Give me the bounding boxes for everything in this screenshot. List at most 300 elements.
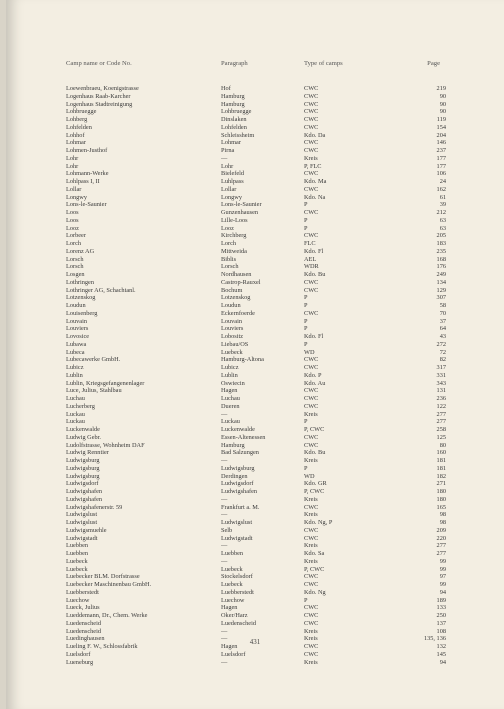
- camp-name-cell: Luedinghausen: [66, 635, 105, 643]
- paragraph-cell: Luckau: [221, 418, 240, 426]
- list-item: [66, 256, 446, 264]
- camp-type-cell: CWC: [304, 503, 319, 511]
- paragraph-cell: Longwy: [221, 193, 242, 201]
- paragraph-cell: Louvain: [221, 317, 242, 325]
- list-item: [66, 504, 446, 512]
- camp-list: [66, 85, 446, 666]
- list-item: [66, 465, 446, 473]
- page-ref-cell: 72: [439, 348, 446, 356]
- paragraph-cell: Hamburg: [221, 441, 245, 449]
- paragraph-cell: Schleissheim: [221, 131, 255, 139]
- list-item: [66, 558, 446, 566]
- page-ref-cell: 94: [439, 658, 446, 666]
- list-item: [66, 566, 446, 574]
- paragraph-cell: —: [221, 658, 228, 666]
- camp-type-cell: CWC: [304, 108, 319, 116]
- list-item: [66, 434, 446, 442]
- page-ref-cell: 99: [439, 557, 446, 565]
- page-ref-cell: 182: [436, 472, 446, 480]
- list-item: [66, 124, 446, 132]
- camp-name-cell: Luechow: [66, 596, 90, 604]
- camp-name-cell: Lubeca: [66, 348, 85, 356]
- page-ref-cell: 212: [436, 209, 446, 216]
- camp-type-cell: CWC: [304, 643, 319, 650]
- camp-type-cell: CWC: [304, 286, 319, 294]
- page-ref-cell: 99: [439, 565, 446, 573]
- paragraph-cell: Louviers: [221, 325, 244, 333]
- paragraph-cell: Ludwigstadt: [221, 534, 253, 542]
- paragraph-cell: Lubicz: [221, 364, 239, 371]
- page-ref-cell: 129: [436, 286, 446, 294]
- page-ref-cell: 204: [436, 131, 446, 139]
- camp-name-cell: Lohlpass I, II: [66, 178, 100, 185]
- paragraph-cell: —: [221, 410, 228, 418]
- camp-name-cell: Luedenscheid: [66, 619, 101, 627]
- paragraph-cell: Hagen: [221, 387, 238, 395]
- paragraph-cell: Lotzenskog: [221, 294, 251, 302]
- page-ref-cell: 168: [436, 255, 446, 263]
- page-ref-cell: 122: [436, 402, 446, 410]
- camp-name-cell: Luckenwalde: [66, 426, 100, 433]
- page-ref-cell: 271: [436, 480, 446, 488]
- page-ref-cell: 331: [436, 371, 446, 379]
- paragraph-cell: Hamburg: [221, 92, 245, 100]
- paragraph-cell: Hamburg-Altona: [221, 356, 264, 364]
- camp-type-cell: CWC: [304, 356, 319, 364]
- camp-name-cell: Luebben: [66, 550, 89, 557]
- list-item: [66, 449, 446, 457]
- camp-name-cell: Lohhof: [66, 131, 85, 139]
- paragraph-cell: —: [221, 557, 228, 565]
- list-item: [66, 651, 446, 659]
- camp-name-cell: Lorsch: [66, 263, 84, 271]
- paragraph-cell: —: [221, 154, 228, 162]
- list-item: [66, 147, 446, 155]
- paragraph-cell: Oswiecin: [221, 379, 245, 387]
- paragraph-cell: Luckenwalde: [221, 426, 255, 433]
- paragraph-cell: Ludwigslust: [221, 519, 253, 526]
- page-ref-cell: 205: [436, 232, 446, 240]
- page-ref-cell: 180: [436, 488, 446, 495]
- camp-type-cell: Kdo. Ng, P: [304, 519, 333, 526]
- page-ref-cell: 160: [436, 449, 446, 457]
- camp-type-cell: CWC: [304, 441, 319, 449]
- camp-type-cell: P: [304, 294, 308, 302]
- paragraph-cell: Luebeck: [221, 581, 243, 588]
- paragraph-cell: —: [221, 495, 228, 503]
- list-item: [66, 349, 446, 357]
- camp-name-cell: Ludwigsburg: [66, 464, 100, 472]
- list-item: [66, 294, 446, 302]
- camp-name-cell: Longwy: [66, 193, 87, 201]
- camp-name-cell: Ludwigstadt: [66, 534, 98, 542]
- camp-name-cell: Lublin, Kriegsgefangenenlager: [66, 379, 145, 387]
- camp-type-cell: P: [304, 596, 308, 604]
- camp-name-cell: Logenhaus Raab-Karcher: [66, 92, 131, 100]
- page-ref-cell: 70: [439, 309, 446, 317]
- page-ref-cell: 189: [436, 596, 446, 604]
- camp-type-cell: Kdo. Bu: [304, 449, 326, 457]
- list-item: [66, 333, 446, 341]
- paragraph-cell: Derdingen: [221, 472, 248, 480]
- camp-name-cell: Lothringer AG, Schachtanl.: [66, 286, 136, 294]
- page-ref-cell: 134: [436, 278, 446, 286]
- paragraph-cell: Eckernfoerde: [221, 309, 255, 317]
- page-ref-cell: 63: [439, 216, 446, 224]
- header-page: Page: [427, 60, 440, 67]
- list-item: [66, 85, 446, 93]
- paragraph-cell: Liebau/OS: [221, 340, 249, 348]
- camp-type-cell: WD: [304, 472, 315, 480]
- paragraph-cell: Hamburg: [221, 100, 245, 108]
- page-ref-cell: 39: [439, 201, 446, 209]
- list-item: [66, 139, 446, 147]
- list-item: [66, 194, 446, 202]
- camp-name-cell: Lohfelden: [66, 123, 92, 131]
- page-ref-cell: 343: [436, 379, 446, 387]
- page-ref-cell: 99: [439, 581, 446, 588]
- camp-type-cell: Kdo. Da: [304, 131, 326, 139]
- page-ref-cell: 176: [436, 263, 446, 271]
- page-ref-cell: 58: [439, 302, 446, 309]
- camp-name-cell: Ludwigsmuehle: [66, 526, 107, 534]
- camp-type-cell: CWC: [304, 612, 319, 619]
- list-item: [66, 411, 446, 419]
- camp-type-cell: Kreis: [304, 154, 318, 162]
- paragraph-cell: Hagen: [221, 604, 238, 612]
- page-ref-cell: 145: [436, 650, 446, 658]
- page-ref-cell: 24: [439, 178, 446, 185]
- paragraph-cell: Bochum: [221, 286, 243, 294]
- camp-name-cell: Loewenbraeu, Koenigstrasse: [66, 85, 139, 92]
- list-item: [66, 418, 446, 426]
- page-ref-cell: 131: [436, 387, 446, 395]
- list-item: [66, 535, 446, 543]
- paragraph-cell: Nordhausen: [221, 271, 252, 278]
- list-item: [66, 101, 446, 109]
- camp-name-cell: Luelsdorf: [66, 650, 91, 658]
- page-ref-cell: 165: [436, 503, 446, 511]
- camp-name-cell: Ludwigslust: [66, 511, 98, 519]
- page-ref-cell: 162: [436, 185, 446, 193]
- camp-type-cell: P: [304, 418, 308, 426]
- paragraph-cell: Looz: [221, 224, 234, 232]
- list-item: [66, 628, 446, 636]
- paragraph-cell: Essen-Altenessen: [221, 433, 266, 441]
- document-page: [6, 0, 504, 709]
- list-item: [66, 318, 446, 326]
- page-ref-cell: 82: [439, 356, 446, 364]
- camp-name-cell: Lollar: [66, 185, 82, 193]
- camp-name-cell: Loudun: [66, 302, 86, 309]
- camp-type-cell: Kreis: [304, 410, 318, 418]
- page-ref-cell: 277: [436, 542, 446, 550]
- paragraph-cell: Loudun: [221, 302, 241, 309]
- list-item: [66, 170, 446, 178]
- list-item: [66, 279, 446, 287]
- camp-name-cell: Ludwigshafen: [66, 495, 103, 503]
- page-ref-cell: 133: [436, 604, 446, 612]
- camp-type-cell: CWC: [304, 170, 319, 178]
- paragraph-cell: Lohfelden: [221, 123, 247, 131]
- camp-type-cell: CWC: [304, 526, 319, 534]
- paragraph-cell: Selb: [221, 526, 233, 534]
- camp-type-cell: Kreis: [304, 542, 318, 550]
- camp-name-cell: Louisenberg: [66, 309, 98, 317]
- column-header: [66, 60, 440, 70]
- camp-type-cell: CWC: [304, 116, 319, 123]
- paragraph-cell: —: [221, 457, 228, 464]
- camp-type-cell: Kdo. Au: [304, 379, 326, 387]
- page-ref-cell: 119: [436, 116, 446, 123]
- list-item: [66, 116, 446, 124]
- paragraph-cell: Luebeck: [221, 348, 243, 356]
- paragraph-cell: Hof: [221, 85, 231, 92]
- paragraph-cell: Luedenscheid: [221, 619, 256, 627]
- camp-name-cell: Lons-le-Saunier: [66, 201, 107, 209]
- paragraph-cell: Luebben: [221, 550, 244, 557]
- paragraph-cell: Ludwigsburg: [221, 464, 255, 472]
- camp-name-cell: Lorch: [66, 240, 82, 247]
- camp-type-cell: CWC: [304, 92, 319, 100]
- list-item: [66, 372, 446, 380]
- camp-type-cell: P: [304, 325, 308, 333]
- list-item: [66, 93, 446, 101]
- page-ref-cell: 277: [436, 550, 446, 557]
- camp-type-cell: Kdo. Na: [304, 193, 326, 201]
- list-item: [66, 597, 446, 605]
- list-item: [66, 232, 446, 240]
- camp-type-cell: CWC: [304, 100, 319, 108]
- camp-type-cell: P: [304, 340, 308, 348]
- paragraph-cell: Hagen: [221, 643, 238, 650]
- page-ref-cell: 272: [436, 340, 446, 348]
- page-ref-cell: 98: [439, 519, 446, 526]
- page-ref-cell: 220: [436, 534, 446, 542]
- page-ref-cell: 307: [436, 294, 446, 302]
- page-ref-cell: 154: [436, 123, 446, 131]
- camp-type-cell: Kdo. P: [304, 371, 322, 379]
- camp-name-cell: Luedenscheid: [66, 627, 101, 635]
- page-ref-cell: 235: [436, 247, 446, 255]
- camp-type-cell: P: [304, 302, 308, 309]
- list-item: [66, 225, 446, 233]
- page-ref-cell: 183: [436, 240, 446, 247]
- camp-type-cell: Kdo. GR: [304, 480, 327, 488]
- paragraph-cell: Lorsch: [221, 263, 239, 271]
- list-item: [66, 589, 446, 597]
- camp-type-cell: Kdo. Ng: [304, 588, 326, 596]
- camp-name-cell: Louviers: [66, 325, 89, 333]
- list-item: [66, 209, 446, 217]
- camp-name-cell: Luebberstedt: [66, 588, 99, 596]
- list-item: [66, 457, 446, 465]
- paragraph-cell: —: [221, 627, 228, 635]
- camp-type-cell: Kreis: [304, 658, 318, 666]
- paragraph-cell: Lons-le-Saunier: [221, 201, 262, 209]
- camp-name-cell: Looz: [66, 224, 79, 232]
- camp-name-cell: Lotzenskog: [66, 294, 96, 302]
- page-ref-cell: 98: [439, 511, 446, 519]
- list-item: [66, 604, 446, 612]
- list-item: [66, 108, 446, 116]
- page-ref-cell: 177: [436, 162, 446, 170]
- camp-type-cell: CWC: [304, 185, 319, 193]
- paragraph-cell: Frankfurt a. M.: [221, 503, 260, 511]
- paragraph-cell: —: [221, 635, 228, 643]
- paragraph-cell: Luechow: [221, 596, 245, 604]
- list-item: [66, 527, 446, 535]
- list-item: [66, 155, 446, 163]
- page-ref-cell: 137: [436, 619, 446, 627]
- list-item: [66, 542, 446, 550]
- camp-name-cell: Losgen: [66, 271, 85, 278]
- list-item: [66, 581, 446, 589]
- page-ref-cell: 317: [436, 364, 446, 371]
- list-item: [66, 496, 446, 504]
- header-camp-name: Camp name or Code No.: [66, 60, 132, 67]
- list-item: [66, 380, 446, 388]
- camp-name-cell: Lueck, Julius: [66, 604, 100, 612]
- camp-type-cell: CWC: [304, 573, 319, 581]
- camp-type-cell: CWC: [304, 604, 319, 612]
- camp-type-cell: WD: [304, 348, 315, 356]
- page-ref-cell: 125: [436, 433, 446, 441]
- paragraph-cell: Luhlpass: [221, 178, 244, 185]
- list-item: [66, 480, 446, 488]
- camp-name-cell: Lohmann-Werke: [66, 170, 109, 178]
- list-item: [66, 325, 446, 333]
- camp-name-cell: Lohr: [66, 154, 79, 162]
- list-item: [66, 387, 446, 395]
- list-item: [66, 519, 446, 527]
- camp-name-cell: Luchau: [66, 395, 85, 402]
- camp-type-cell: P, CWC: [304, 565, 325, 573]
- paragraph-cell: Luelsdorf: [221, 650, 246, 658]
- camp-type-cell: CWC: [304, 364, 319, 371]
- camp-type-cell: WDR: [304, 263, 319, 271]
- page-ref-cell: 177: [436, 154, 446, 162]
- paragraph-cell: Lorch: [221, 240, 237, 247]
- camp-type-cell: CWC: [304, 395, 319, 402]
- paragraph-cell: Luebeck: [221, 565, 243, 573]
- camp-name-cell: Lohberg: [66, 116, 88, 123]
- camp-type-cell: Kreis: [304, 511, 318, 519]
- paragraph-cell: Ludwigshafen: [221, 488, 258, 495]
- camp-type-cell: CWC: [304, 387, 319, 395]
- camp-type-cell: P: [304, 464, 308, 472]
- list-item: [66, 240, 446, 248]
- page-ref-cell: 43: [439, 333, 446, 340]
- list-item: [66, 620, 446, 628]
- camp-name-cell: Ludolfstrasse, Wohnheim DAF: [66, 441, 145, 449]
- camp-name-cell: Lubawa: [66, 340, 87, 348]
- page-ref-cell: 90: [439, 92, 446, 100]
- paragraph-cell: Luebberstedt: [221, 588, 254, 596]
- paragraph-cell: Luchau: [221, 395, 240, 402]
- paragraph-cell: Castrop-Rauxel: [221, 278, 261, 286]
- camp-name-cell: Lorbeer: [66, 232, 86, 240]
- camp-type-cell: P: [304, 224, 308, 232]
- list-item: [66, 550, 446, 558]
- camp-name-cell: Lohr: [66, 162, 79, 170]
- camp-type-cell: Kreis: [304, 635, 318, 643]
- camp-name-cell: Lueddemann, Dr., Chem. Werke: [66, 612, 148, 619]
- camp-type-cell: AEL: [304, 255, 317, 263]
- camp-type-cell: P, CWC: [304, 426, 325, 433]
- camp-name-cell: Lorsch: [66, 255, 84, 263]
- page-ref-cell: 181: [436, 457, 446, 464]
- list-item: [66, 403, 446, 411]
- camp-name-cell: Luebben: [66, 542, 89, 550]
- camp-type-cell: CWC: [304, 147, 319, 154]
- paragraph-cell: Biblis: [221, 255, 237, 263]
- page-number: 431: [249, 638, 261, 646]
- page-ref-cell: 258: [436, 426, 446, 433]
- paragraph-cell: —: [221, 511, 228, 519]
- paragraph-cell: Lublin: [221, 371, 238, 379]
- camp-type-cell: CWC: [304, 619, 319, 627]
- page-ref-cell: 219: [436, 85, 446, 92]
- paragraph-cell: Dueren: [221, 402, 240, 410]
- paragraph-cell: Lohbruegge: [221, 108, 252, 116]
- camp-name-cell: Ludwig Renntier: [66, 449, 109, 457]
- camp-name-cell: Luckau: [66, 410, 85, 418]
- page-ref-cell: 37: [439, 317, 446, 325]
- paragraph-cell: —: [221, 542, 228, 550]
- list-item: [66, 248, 446, 256]
- list-item: [66, 356, 446, 364]
- camp-type-cell: CWC: [304, 309, 319, 317]
- page-ref-cell: 108: [436, 627, 446, 635]
- page-ref-cell: 249: [436, 271, 446, 278]
- camp-name-cell: Logenhaus Stadtreinigung: [66, 100, 133, 108]
- camp-name-cell: Loos: [66, 216, 79, 224]
- camp-name-cell: Lohbruegge: [66, 108, 97, 116]
- paragraph-cell: Oker/Harz: [221, 612, 248, 619]
- camp-type-cell: CWC: [304, 534, 319, 542]
- camp-type-cell: Kdo. Ma: [304, 178, 327, 185]
- camp-type-cell: CWC: [304, 278, 319, 286]
- page-ref-cell: 97: [439, 573, 446, 581]
- page-ref-cell: 209: [436, 526, 446, 534]
- camp-name-cell: Ludwigsburg: [66, 472, 100, 480]
- list-item: [66, 271, 446, 279]
- paragraph-cell: Stockelsdorf: [221, 573, 253, 581]
- camp-name-cell: Ludwigslust: [66, 519, 98, 526]
- camp-name-cell: Luce, Julius, Stahlbau: [66, 387, 122, 395]
- paragraph-cell: Lollar: [221, 185, 237, 193]
- list-item: [66, 612, 446, 620]
- camp-type-cell: P: [304, 317, 308, 325]
- camp-type-cell: Kdo. Sa: [304, 550, 325, 557]
- list-item: [66, 341, 446, 349]
- camp-type-cell: P, CWC: [304, 488, 325, 495]
- camp-type-cell: CWC: [304, 232, 319, 240]
- page-ref-cell: 80: [439, 441, 446, 449]
- page-ref-cell: 90: [439, 100, 446, 108]
- list-item: [66, 287, 446, 295]
- camp-name-cell: Luebecker Maschinenbau GmbH.: [66, 581, 152, 588]
- list-item: [66, 659, 446, 667]
- camp-type-cell: Kreis: [304, 557, 318, 565]
- list-item: [66, 263, 446, 271]
- camp-name-cell: Luebecker BLM. Dorfstrasse: [66, 573, 140, 581]
- paragraph-cell: Mittweida: [221, 247, 247, 255]
- camp-name-cell: Lubecawerke GmbH.: [66, 356, 121, 364]
- page-ref-cell: 181: [436, 464, 446, 472]
- camp-type-cell: Kdo. Fl: [304, 247, 324, 255]
